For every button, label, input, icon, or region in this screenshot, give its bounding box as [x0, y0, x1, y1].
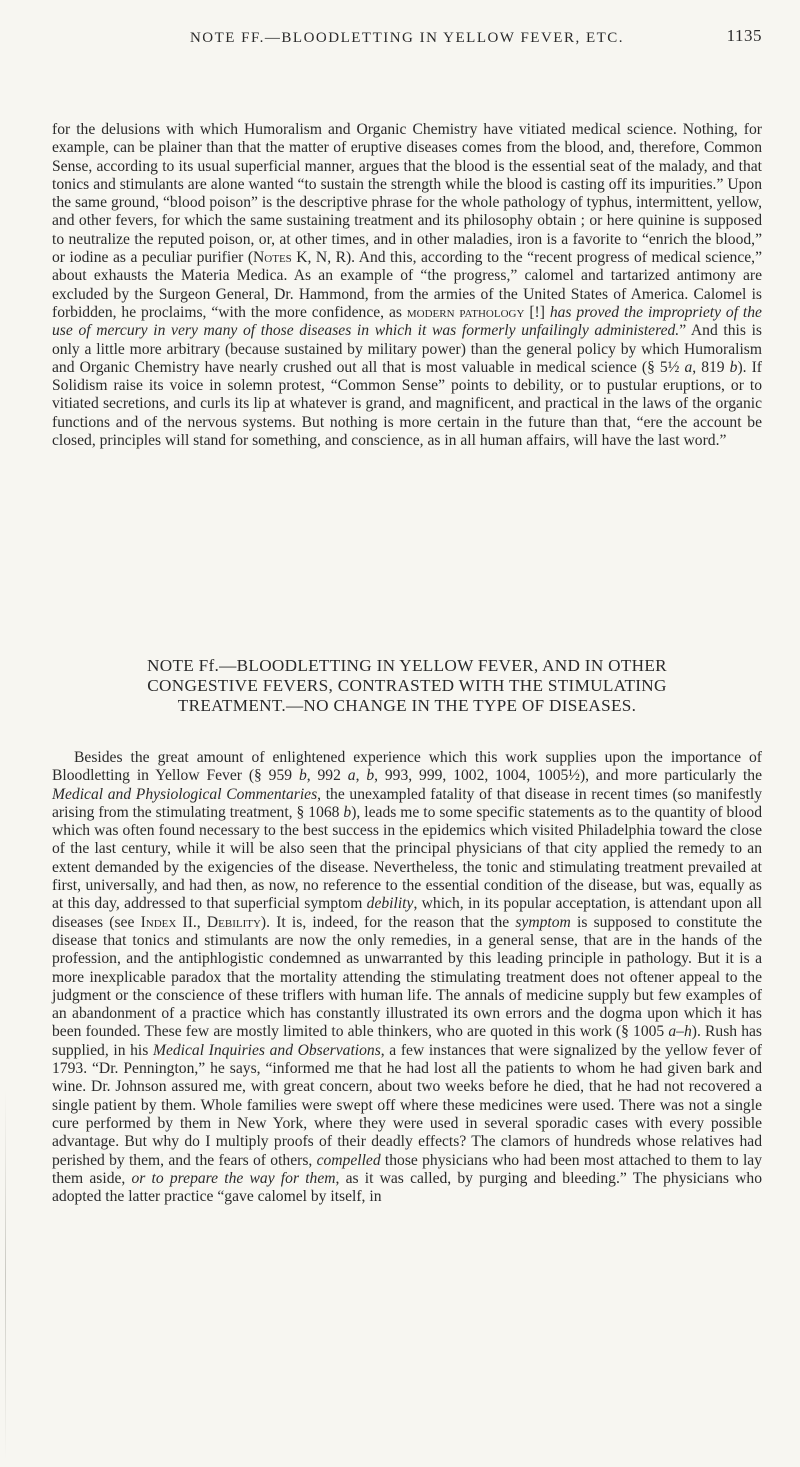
- italic-run: b: [298, 767, 307, 785]
- small-caps-run: modern pathology: [406, 303, 525, 321]
- italic-run: b: [729, 358, 738, 376]
- small-caps-run: Index: [140, 913, 177, 931]
- text-run: II.,: [176, 913, 207, 931]
- section-heading: [52, 656, 762, 716]
- page-number: 1135: [726, 26, 762, 45]
- running-head: [52, 26, 762, 50]
- text-run: ” And this is only a little more arbitrary (because sustained by military power) than the general policy by which Humoralism and Organic Chemistry have nearly crushed out all that is most valuable in medical science (§ 5½: [52, 322, 762, 376]
- text-run: ,: [355, 767, 367, 785]
- italic-run: a: [684, 358, 693, 376]
- text-run: ), leads me to some specific statements as to the quantity of blood which was often found necessary to the best success in the epidemics which visited Philadelphia toward the close of the last century, while it will be also seen that the principal physicians of that city applied the remedy to an extent demanded by the exigencies of the disease. Nevertheless, the tonic and stimulating treatment prevailed at first, universally, and had then, as now, no reference to the essential condition of the disease, but was, equally as at this day, addressed to that superficial symptom: [52, 803, 762, 913]
- italic-run: b: [343, 803, 352, 821]
- italic-run: or to prepare the way for them: [131, 1169, 336, 1187]
- italic-run: Medical and Physiological Commentaries: [52, 785, 318, 803]
- text-run: , which, in its popular acceptation, is attendant upon all diseases (see: [52, 895, 762, 931]
- text-run: , 819: [692, 358, 730, 376]
- text-run: , as it was called, by purging and bleeding.” The physicians who adopted the latter practice “gave calomel by itself, in: [52, 1169, 763, 1206]
- italic-run: Medical Inquiries and Observations: [152, 1041, 381, 1059]
- text-run: ). Rush has supplied, in his: [52, 1023, 762, 1059]
- heading-line: TREATMENT.—NO CHANGE IN THE TYPE OF DISEASES.: [177, 696, 637, 715]
- text-run: , a few instances that were signalized by the yellow fever of 1793. “Dr. Pennington,” he says, “informed me that he had lost all the patients to whom he had given bark and wine. Dr. Johnson assured me, with great concern, about two weeks before he died, that he had not recovered a single patient by them. Whole families were swept off where these medicines were used. There was not a single cure performed by them in New York, where they were used in several sporadic cases with every possible advantage. But why do I multiply proofs of their deadly effects? The clamors of hundreds whose relatives had perished by them, and the fears of others,: [52, 1041, 762, 1169]
- heading-line: NOTE Ff.—BLOODLETTING IN YELLOW FEVER, AND IN OTHER: [147, 656, 667, 675]
- italic-run: debility: [366, 895, 414, 913]
- text-run: ). If Solidism raise its voice in solemn protest, “Common Sense” points to debility, or to pustular eruptions, or to vitiated secretions, and curls its lip at whatever is grand, and magnificent, and practical in the laws of the organic functions and of the nervous systems. But nothing is more certain in the future than that, “ere the account be closed, principles will stand for something, and conscience, as in all human affairs, will have the last word.”: [52, 358, 762, 450]
- section-paragraph: [52, 749, 762, 1206]
- text-run: [!]: [524, 303, 550, 321]
- heading-line: CONGESTIVE FEVERS, CONTRASTED WITH THE STIMULATING: [147, 676, 667, 695]
- text-run: Besides the great amount of enlightened experience which this work supplies upon the importance of Bloodletting in Yellow Fever (§ 959: [52, 749, 762, 785]
- text-run: , 993, 999, 1002, 1004, 1005½), and more particularly the: [374, 767, 763, 785]
- binding-shadow: [5, 1090, 6, 1460]
- text-run: is supposed to constitute the disease that tonics and stimulants are now the only remedies, in a general sense, that are in the hands of the profession, and the antiphlogistic condemned as unwarranted by this leading principle in pathology. But it is a more inexplicable paradox that the mortality attending the stimulating treatment does not oftener appeal to the judgment or the conscience of these triflers with human life. The annals of medicine supply but few examples of an abandonment of a practice which has constantly illustrated its own errors and the dogma upon which it has been founded. These few are mostly limited to able thinkers, who are quoted in this work (§ 1005: [52, 913, 763, 1041]
- small-caps-run: Debility: [206, 913, 261, 931]
- italic-run: compelled: [316, 1151, 381, 1169]
- italic-run: has proved the impropriety of the use of mercury in very many of those diseases in which it was formerly unfailingly administered.: [52, 303, 762, 340]
- paragraph-text: [52, 121, 762, 450]
- running-title: NOTE FF.—BLOODLETTING IN YELLOW FEVER, ETC.: [189, 30, 625, 46]
- text-run: ). It is, indeed, for the reason that the: [260, 913, 516, 931]
- text-run: K, N, R). And this, according to the “recent progress of medical science,” about exhausts the Materia Medica. As an example of “the progress,” calomel and tartarized antimony are excluded by the Surgeon General, Dr. Hammond, from the armies of the United States of America. Calomel is forbidden, he proclaims, “with the more confidence, as: [52, 249, 762, 321]
- italic-run: symptom: [515, 913, 571, 931]
- italic-run: a–h: [668, 1023, 692, 1041]
- text-run: , 992: [306, 767, 348, 785]
- italic-run: b: [366, 767, 375, 785]
- text-run: , the unexampled fatality of that disease in recent times (so manifestly arising from the stimulating treatment, § 1068: [52, 785, 762, 821]
- italic-run: a: [347, 767, 356, 785]
- paragraph-text: [52, 749, 762, 1206]
- continuation-paragraph: [52, 121, 762, 450]
- small-caps-run: Notes: [253, 249, 292, 267]
- text-run: those physicians who had been most attached to them to lay them aside,: [52, 1151, 762, 1187]
- text-run: for the delusions with which Humoralism and Organic Chemistry have vitiated medical science. Nothing, for example, can be plainer than that the matter of eruptive diseases comes from the blood, and, therefore, Common Sense, according to its usual superficial manner, argues that the blood is the essential seat of the malady, and that tonics and stimulants are alone wanted “to sustain the strength while the blood is casting off its impurities.” Upon the same ground, “blood poison” is the descriptive phrase for the whole pathology of typhus, intermittent, yellow, and other fevers, for which the same sustaining treatment and its philosophy obtain ; or here quinine is supposed to neutralize the reputed poison, or, at other times, and in other maladies, iron is a favorite to “enrich the blood,” or iodine as a peculiar purifier (: [52, 121, 762, 267]
